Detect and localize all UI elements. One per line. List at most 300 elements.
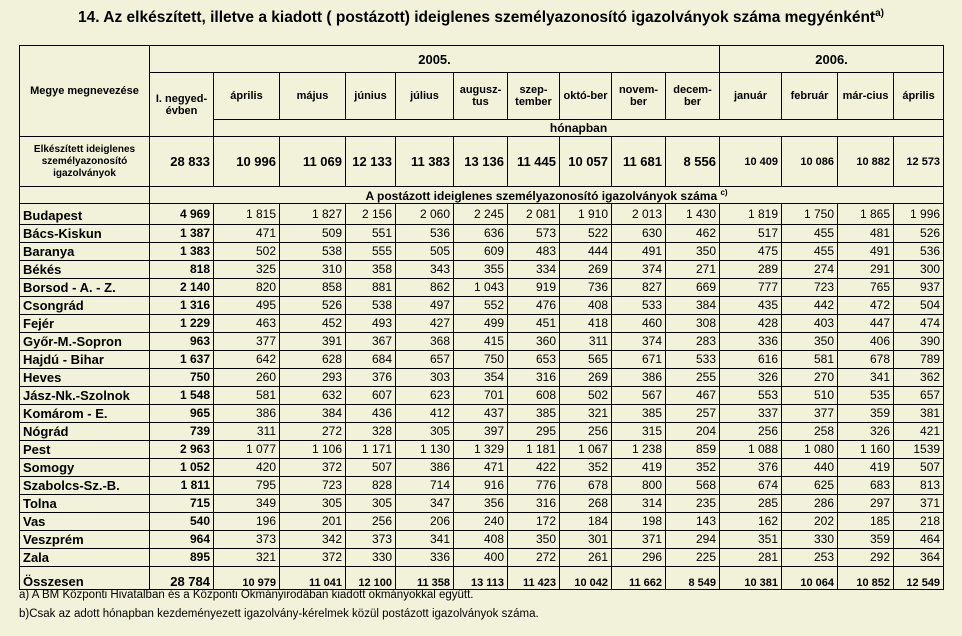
cell-value: 261	[560, 549, 612, 567]
cell-value: 406	[838, 333, 894, 351]
cell-value: 204	[666, 423, 720, 441]
cell-value: 818	[150, 261, 214, 279]
table-row	[20, 315, 944, 333]
table-row	[20, 441, 944, 459]
cell-value: 555	[346, 243, 396, 261]
cell-value: 235	[666, 495, 720, 513]
cell-value: 820	[214, 279, 280, 297]
county-name: Budapest	[20, 204, 150, 225]
cell-value: 300	[894, 261, 944, 279]
table-row	[20, 531, 944, 549]
cell-value: 336	[720, 333, 782, 351]
cell-value: 347	[396, 495, 454, 513]
cell-value: 608	[508, 387, 560, 405]
cell-value: 377	[214, 333, 280, 351]
county-name: Heves	[20, 369, 150, 387]
cell-value: 1 865	[838, 204, 894, 225]
cell-value: 460	[612, 315, 666, 333]
cell-value: 311	[560, 333, 612, 351]
cell-value: 372	[280, 459, 346, 477]
cell-value: 376	[720, 459, 782, 477]
cell-value: 540	[150, 513, 214, 531]
cell-value: 354	[454, 369, 508, 387]
cell-value: 1 052	[150, 459, 214, 477]
prepared-value: 10 996	[214, 137, 280, 187]
cell-value: 427	[396, 315, 454, 333]
cell-value: 683	[838, 477, 894, 495]
cell-value: 295	[508, 423, 560, 441]
cell-value: 573	[508, 225, 560, 243]
cell-value: 408	[454, 531, 508, 549]
cell-value: 715	[150, 495, 214, 513]
county-name: Tolna	[20, 495, 150, 513]
cell-value: 1 088	[720, 441, 782, 459]
month-unit-header: hónapban	[214, 120, 944, 137]
cell-value: 294	[666, 531, 720, 549]
cell-value: 616	[720, 351, 782, 369]
cell-value: 358	[346, 261, 396, 279]
cell-value: 1 910	[560, 204, 612, 225]
cell-value: 483	[508, 243, 560, 261]
cell-value: 336	[396, 549, 454, 567]
cell-value: 1 819	[720, 204, 782, 225]
year-2006-header: 2006.	[720, 46, 944, 73]
cell-value: 291	[838, 261, 894, 279]
cell-value: 419	[838, 459, 894, 477]
cell-value: 455	[782, 225, 838, 243]
cell-value: 341	[838, 369, 894, 387]
cell-value: 255	[666, 369, 720, 387]
cell-value: 271	[666, 261, 720, 279]
cell-value: 723	[782, 279, 838, 297]
cell-value: 536	[396, 225, 454, 243]
table-row	[20, 204, 944, 225]
cell-value: 362	[894, 369, 944, 387]
cell-value: 350	[666, 243, 720, 261]
cell-value: 1 181	[508, 441, 560, 459]
total-value: 28 784	[150, 567, 214, 590]
month-header: októ-ber	[560, 73, 612, 120]
cell-value: 463	[214, 315, 280, 333]
cell-value: 428	[720, 315, 782, 333]
month-header: június	[346, 73, 396, 120]
cell-value: 510	[782, 387, 838, 405]
table-row	[20, 297, 944, 315]
year-2005-header: 2005.	[150, 46, 720, 73]
table-row	[20, 423, 944, 441]
cell-value: 609	[454, 243, 508, 261]
month-header: decem-ber	[666, 73, 720, 120]
cell-value: 827	[612, 279, 666, 297]
cell-value: 397	[454, 423, 508, 441]
month-header: szep-tember	[508, 73, 560, 120]
cell-value: 292	[838, 549, 894, 567]
cell-value: 481	[838, 225, 894, 243]
prepared-value: 10 086	[782, 137, 838, 187]
cell-value: 258	[782, 423, 838, 441]
cell-value: 475	[720, 243, 782, 261]
cell-value: 281	[720, 549, 782, 567]
cell-value: 1539	[894, 441, 944, 459]
cell-value: 1 827	[280, 204, 346, 225]
cell-value: 642	[214, 351, 280, 369]
cell-value: 364	[894, 549, 944, 567]
cell-value: 669	[666, 279, 720, 297]
cell-value: 916	[454, 477, 508, 495]
cell-value: 286	[782, 495, 838, 513]
cell-value: 1 329	[454, 441, 508, 459]
cell-value: 311	[214, 423, 280, 441]
prepared-value: 10 409	[720, 137, 782, 187]
cell-value: 377	[782, 405, 838, 423]
cell-value: 636	[454, 225, 508, 243]
cell-value: 495	[214, 297, 280, 315]
cell-value: 657	[396, 351, 454, 369]
cell-value: 337	[720, 405, 782, 423]
cell-value: 172	[508, 513, 560, 531]
cell-value: 4 969	[150, 204, 214, 225]
prepared-value: 28 833	[150, 137, 214, 187]
cell-value: 581	[214, 387, 280, 405]
total-value: 11 358	[396, 567, 454, 590]
cell-value: 535	[838, 387, 894, 405]
footnote-b: b)Csak az adott hónapban kezdeményezett igazolvány-kérelmek közül postázott igazolványok száma.	[19, 608, 539, 620]
county-name: Zala	[20, 549, 150, 567]
cell-value: 350	[782, 333, 838, 351]
month-header: május	[280, 73, 346, 120]
cell-value: 260	[214, 369, 280, 387]
cell-value: 723	[280, 477, 346, 495]
county-name: Csongrád	[20, 297, 150, 315]
cell-value: 2 060	[396, 204, 454, 225]
cell-value: 305	[280, 495, 346, 513]
cell-value: 777	[720, 279, 782, 297]
cell-value: 326	[838, 423, 894, 441]
cell-value: 386	[214, 405, 280, 423]
prepared-value: 10 057	[560, 137, 612, 187]
page-title: 14. Az elkészített, illetve a kiadott ( postázott) ideiglenes személyazonosító igazolványok száma megyénként$^{a)}$	[78, 8, 884, 26]
cell-value: 1 387	[150, 225, 214, 243]
total-value: 10 064	[782, 567, 838, 590]
cell-value: 451	[508, 315, 560, 333]
cell-value: 422	[508, 459, 560, 477]
cell-value: 296	[612, 549, 666, 567]
cell-value: 504	[894, 297, 944, 315]
cell-value: 538	[346, 297, 396, 315]
cell-value: 919	[508, 279, 560, 297]
cell-value: 342	[280, 531, 346, 549]
cell-value: 351	[720, 531, 782, 549]
cell-value: 509	[280, 225, 346, 243]
cell-value: 964	[150, 531, 214, 549]
cell-value: 452	[280, 315, 346, 333]
cell-value: 442	[782, 297, 838, 315]
total-value: 10 381	[720, 567, 782, 590]
cell-value: 739	[150, 423, 214, 441]
table-row	[20, 369, 944, 387]
cell-value: 581	[782, 351, 838, 369]
cell-value: 268	[560, 495, 612, 513]
cell-value: 526	[894, 225, 944, 243]
cell-value: 471	[214, 225, 280, 243]
cell-value: 301	[560, 531, 612, 549]
cell-value: 1 067	[560, 441, 612, 459]
cell-value: 628	[280, 351, 346, 369]
cell-value: 447	[838, 315, 894, 333]
cell-value: 789	[894, 351, 944, 369]
county-name: Szabolcs-Sz.-B.	[20, 477, 150, 495]
table-row	[20, 387, 944, 405]
cell-value: 1 811	[150, 477, 214, 495]
cell-value: 315	[612, 423, 666, 441]
county-name: Pest	[20, 441, 150, 459]
cell-value: 143	[666, 513, 720, 531]
cell-value: 507	[894, 459, 944, 477]
data-table	[19, 45, 944, 590]
table-row	[20, 513, 944, 531]
cell-value: 632	[280, 387, 346, 405]
cell-value: 272	[280, 423, 346, 441]
cell-value: 474	[894, 315, 944, 333]
cell-value: 653	[508, 351, 560, 369]
cell-value: 385	[508, 405, 560, 423]
cell-value: 257	[666, 405, 720, 423]
county-name: Jász-Nk.-Szolnok	[20, 387, 150, 405]
cell-value: 714	[396, 477, 454, 495]
cell-value: 813	[894, 477, 944, 495]
total-value: 11 423	[508, 567, 560, 590]
total-value: 10 852	[838, 567, 894, 590]
cell-value: 502	[214, 243, 280, 261]
cell-value: 334	[508, 261, 560, 279]
cell-value: 567	[612, 387, 666, 405]
prepared-value: 12 573	[894, 137, 944, 187]
table-row	[20, 333, 944, 351]
prepared-value: 8 556	[666, 137, 720, 187]
cell-value: 526	[280, 297, 346, 315]
cell-value: 330	[346, 549, 396, 567]
cell-value: 1 077	[214, 441, 280, 459]
cell-value: 371	[894, 495, 944, 513]
table-row	[20, 459, 944, 477]
total-value: 12 100	[346, 567, 396, 590]
cell-value: 895	[150, 549, 214, 567]
total-value: 10 042	[560, 567, 612, 590]
cell-value: 455	[782, 243, 838, 261]
cell-value: 421	[894, 423, 944, 441]
month-header: július	[396, 73, 454, 120]
cell-value: 381	[894, 405, 944, 423]
county-name: Baranya	[20, 243, 150, 261]
prepared-value: 11 069	[280, 137, 346, 187]
prepared-value: 13 136	[454, 137, 508, 187]
cell-value: 359	[838, 531, 894, 549]
total-value: 8 549	[666, 567, 720, 590]
cell-value: 551	[346, 225, 396, 243]
cell-value: 376	[346, 369, 396, 387]
cell-value: 360	[508, 333, 560, 351]
cell-value: 384	[666, 297, 720, 315]
cell-value: 297	[838, 495, 894, 513]
cell-value: 305	[346, 495, 396, 513]
cell-value: 795	[214, 477, 280, 495]
total-value: 11 041	[280, 567, 346, 590]
total-value: 10 979	[214, 567, 280, 590]
cell-value: 963	[150, 333, 214, 351]
cell-value: 1 043	[454, 279, 508, 297]
cell-value: 386	[612, 369, 666, 387]
table-row	[20, 549, 944, 567]
cell-value: 765	[838, 279, 894, 297]
table-row	[20, 495, 944, 513]
cell-value: 444	[560, 243, 612, 261]
cell-value: 367	[346, 333, 396, 351]
cell-value: 499	[454, 315, 508, 333]
county-name: Bács-Kiskun	[20, 225, 150, 243]
cell-value: 437	[454, 405, 508, 423]
cell-value: 253	[782, 549, 838, 567]
cell-value: 269	[560, 261, 612, 279]
cell-value: 303	[396, 369, 454, 387]
cell-value: 440	[782, 459, 838, 477]
cell-value: 206	[396, 513, 454, 531]
cell-value: 859	[666, 441, 720, 459]
cell-value: 356	[454, 495, 508, 513]
cell-value: 552	[454, 297, 508, 315]
cell-value: 462	[666, 225, 720, 243]
county-name: Borsod - A. - Z.	[20, 279, 150, 297]
cell-value: 630	[612, 225, 666, 243]
cell-value: 2 140	[150, 279, 214, 297]
county-name: Hajdú - Bihar	[20, 351, 150, 369]
cell-value: 1 548	[150, 387, 214, 405]
month-header: már-cius	[838, 73, 894, 120]
prepared-row	[20, 137, 944, 187]
cell-value: 390	[894, 333, 944, 351]
cell-value: 553	[720, 387, 782, 405]
cell-value: 352	[666, 459, 720, 477]
cell-value: 623	[396, 387, 454, 405]
month-header: augusz-tus	[454, 73, 508, 120]
cell-value: 565	[560, 351, 612, 369]
total-value: 11 662	[612, 567, 666, 590]
cell-value: 326	[720, 369, 782, 387]
cell-value: 1 171	[346, 441, 396, 459]
cell-value: 505	[396, 243, 454, 261]
cell-value: 464	[894, 531, 944, 549]
cell-value: 350	[508, 531, 560, 549]
cell-value: 372	[280, 549, 346, 567]
cell-value: 371	[612, 531, 666, 549]
cell-value: 419	[612, 459, 666, 477]
cell-value: 321	[214, 549, 280, 567]
cell-value: 517	[720, 225, 782, 243]
county-name: Veszprém	[20, 531, 150, 549]
month-header: április	[894, 73, 944, 120]
cell-value: 533	[666, 351, 720, 369]
cell-value: 828	[346, 477, 396, 495]
cell-value: 420	[214, 459, 280, 477]
cell-value: 607	[346, 387, 396, 405]
cell-value: 522	[560, 225, 612, 243]
cell-value: 328	[346, 423, 396, 441]
cell-value: 1 316	[150, 297, 214, 315]
cell-value: 965	[150, 405, 214, 423]
cell-value: 202	[782, 513, 838, 531]
cell-value: 256	[346, 513, 396, 531]
cell-value: 225	[666, 549, 720, 567]
cell-value: 374	[612, 261, 666, 279]
cell-value: 385	[612, 405, 666, 423]
cell-value: 2 081	[508, 204, 560, 225]
cell-value: 858	[280, 279, 346, 297]
cell-value: 198	[612, 513, 666, 531]
month-header: április	[214, 73, 280, 120]
cell-value: 256	[560, 423, 612, 441]
cell-value: 240	[454, 513, 508, 531]
cell-value: 269	[560, 369, 612, 387]
cell-value: 341	[396, 531, 454, 549]
cell-value: 502	[560, 387, 612, 405]
cell-value: 308	[666, 315, 720, 333]
cell-value: 355	[454, 261, 508, 279]
cell-value: 270	[782, 369, 838, 387]
table-row	[20, 477, 944, 495]
cell-value: 289	[720, 261, 782, 279]
cell-value: 373	[214, 531, 280, 549]
cell-value: 316	[508, 495, 560, 513]
month-header: novem-ber	[612, 73, 666, 120]
table-row	[20, 351, 944, 369]
cell-value: 472	[838, 297, 894, 315]
footnote-a: a) A BM Központi Hivatalban és a Központi Okmányirodában kiadott okmányokkal együtt.	[19, 589, 474, 601]
cell-value: 467	[666, 387, 720, 405]
posted-section-header: A postázott ideiglenes személyazonosító igazolványok száma $^{c)}$	[150, 187, 944, 204]
cell-value: 201	[280, 513, 346, 531]
cell-value: 568	[666, 477, 720, 495]
county-column-header: Megye megnevezése	[20, 46, 150, 137]
cell-value: 352	[560, 459, 612, 477]
cell-value: 2 963	[150, 441, 214, 459]
cell-value: 678	[838, 351, 894, 369]
cell-value: 776	[508, 477, 560, 495]
cell-value: 750	[150, 369, 214, 387]
cell-value: 1 815	[214, 204, 280, 225]
month-header: január	[720, 73, 782, 120]
cell-value: 497	[396, 297, 454, 315]
cell-value: 314	[612, 495, 666, 513]
cell-value: 400	[454, 549, 508, 567]
cell-value: 412	[396, 405, 454, 423]
cell-value: 325	[214, 261, 280, 279]
county-name: Komárom - E.	[20, 405, 150, 423]
table-row	[20, 225, 944, 243]
total-value: 12 549	[894, 567, 944, 590]
cell-value: 1 238	[612, 441, 666, 459]
cell-value: 368	[396, 333, 454, 351]
cell-value: 471	[454, 459, 508, 477]
cell-value: 2 245	[454, 204, 508, 225]
county-name: Győr-M.-Sopron	[20, 333, 150, 351]
prepared-value: 11 383	[396, 137, 454, 187]
cell-value: 491	[612, 243, 666, 261]
cell-value: 403	[782, 315, 838, 333]
cell-value: 674	[720, 477, 782, 495]
cell-value: 330	[782, 531, 838, 549]
cell-value: 316	[508, 369, 560, 387]
cell-value: 184	[560, 513, 612, 531]
cell-value: 274	[782, 261, 838, 279]
